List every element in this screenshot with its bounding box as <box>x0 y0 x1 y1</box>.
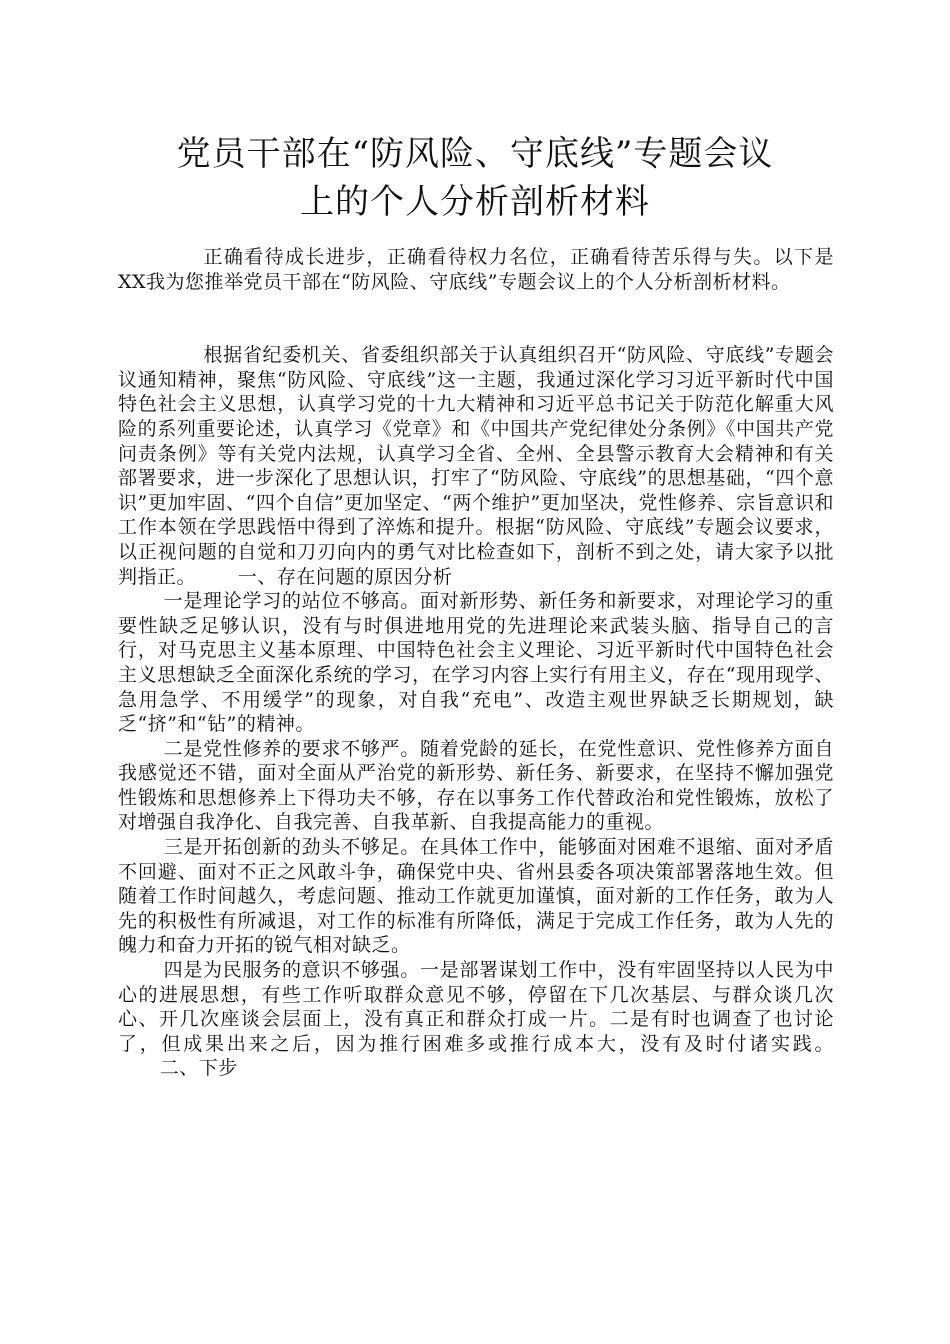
point-party-spirit: 二是党性修养的要求不够严。随着党龄的延长，在党性意识、党性修养方面自我感觉还不错，面对全面从严治党的新形势、新任务、新要求，在坚持不懈加强党性锻炼和思想修养上下得功夫不够，存在以事务工作代替政治和党性锻炼，放松了对增强自我净化、自我完善、自我革新、自我提高能力的重视。 <box>118 737 834 834</box>
intro-paragraph: 正确看待成长进步，正确看待权力名位，正确看待苦乐得与失。以下是XX我为您推举党员干部在“防风险、守底线”专题会议上的个人分析剖析材料。 <box>118 246 834 293</box>
document-body <box>118 245 834 1081</box>
point-serving-people-text: 四是为民服务的意识不够强。一是部署谋划工作中，没有牢固坚持以人民为中心的进展思想，有些工作听取群众意见不够，停留在下几次基层、与群众谈几次心、开几次座谈会层面上，没有真正和群众打成一片。二是有时也调查了也讨论了，但成果出来之后，因为推行困难多或推行成本大，没有及时付诸实践。 <box>118 959 834 1055</box>
document-title-line-1: 党员干部在“防风险、守底线”专题会议 <box>176 134 774 174</box>
point-innovation: 三是开拓创新的劲头不够足。在具体工作中，能够面对困难不退缩、面对矛盾不回避、面对不正之风敢斗争，确保党中央、省州县委各项决策部署落地生效。但随着工作时间越久，考虑问题、推动工作就更加谨慎，面对新的工作任务，敢为人先的积极性有所减退，对工作的标准有所降低，满足于完成工作任务，敢为人先的魄力和奋力开拓的锐气相对缺乏。 <box>118 836 834 957</box>
background-paragraph <box>118 343 834 589</box>
point-theory-study: 一是理论学习的站位不够高。面对新形势、新任务和新要求，对理论学习的重要性缺乏足够认识，没有与时俱进地用党的先进理论来武装头脑、指导自己的言行，对马克思主义基本原理、中国特色社会主义理论、习近平新时代中国特色社会主义思想缺乏全面深化系统的学习，在学习内容上实行有用主义，存在“现用现学、急用急学、不用缓学”的现象，对自我“充电”、改造主观世界缺乏长期规划，缺乏“挤”和“钻”的精神。 <box>118 590 834 736</box>
section-heading-next-steps: 二、下步 <box>159 1057 238 1080</box>
section-heading-causes: 一、存在问题的原因分析 <box>237 565 453 588</box>
background-paragraph-text: 根据省纪委机关、省委组织部关于认真组织召开“防风险、守底线”专题会议通知精神，聚焦“防风险、守底线”这一主题，我通过深化学习习近平新时代中国特色社会主义思想，认真学习党的十九大精神和习近平总书记关于防范化解重大风险的系列重要论述，认真学习《党章》和《中国共产党纪律处分条例》《中国共产党问责条例》等有关党内法规，认真学习全省、全州、全县警示教育大会精神和有关部署要求，进一步深化了思想认识，打牢了“防风险、守底线”的思想基础，“四个意识”更加牢固、“四个自信”更加坚定、“两个维护”更加坚决，党性修养、宗旨意识和工作本领在学思践悟中得到了淬炼和提升。根据“防风险、守底线”专题会议要求，以正视问题的自觉和刀刃向内的勇气对比检查如下，剖析不到之处，请大家予以批判指正。 <box>118 344 834 588</box>
document-title-line-2: 上的个人分析剖析材料 <box>300 182 650 222</box>
paragraph-spacer <box>118 294 834 343</box>
point-serving-people <box>118 958 834 1081</box>
